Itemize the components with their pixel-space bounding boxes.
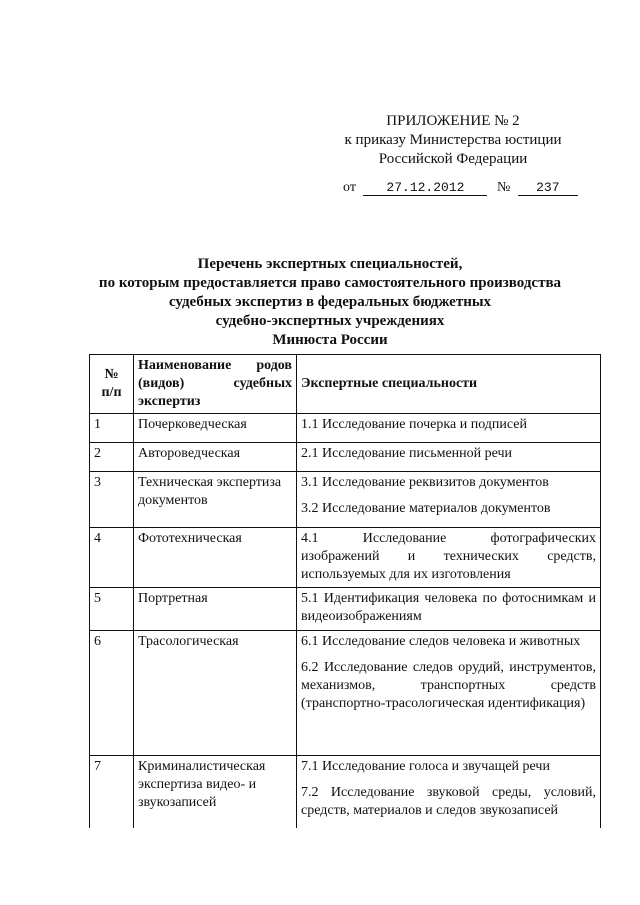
row-expertise-type: Трасологическая bbox=[134, 631, 297, 756]
row-number: 3 bbox=[90, 472, 134, 528]
row-number: 2 bbox=[90, 443, 134, 472]
row-number: 1 bbox=[90, 414, 134, 443]
header-specialties: Экспертные специальности bbox=[297, 355, 601, 414]
order-date: 27.12.2012 bbox=[363, 180, 487, 196]
row-specialties: 3.1 Исследование реквизитов документов 3.2 Исследование материалов документов bbox=[297, 472, 601, 528]
appendix-ministry: Российской Федерации bbox=[378, 151, 528, 167]
order-number: 237 bbox=[518, 180, 578, 196]
row-number: 6 bbox=[90, 631, 134, 756]
table-row bbox=[90, 528, 601, 588]
appendix-block bbox=[333, 112, 573, 169]
title-line: судебно-экспертных учреждениях bbox=[215, 313, 445, 329]
row-specialties: 6.1 Исследование следов человека и животных 6.2 Исследование следов орудий, инструментов, механизмов, транспортных средств (транспортно-трасологическая идентификация) bbox=[297, 631, 601, 756]
table-row bbox=[90, 472, 601, 528]
from-label: от bbox=[343, 180, 356, 195]
document-title bbox=[80, 255, 580, 350]
order-line bbox=[343, 180, 578, 196]
row-specialties: 2.1 Исследование письменной речи bbox=[297, 443, 601, 472]
title-line: по которым предоставляется право самостоятельного производства bbox=[98, 275, 562, 291]
table-row bbox=[90, 443, 601, 472]
row-expertise-type: Техническая экспертиза документов bbox=[134, 472, 297, 528]
title-line: Минюста России bbox=[272, 332, 388, 348]
number-label: № bbox=[496, 180, 511, 195]
header-number: № п/п bbox=[90, 355, 134, 414]
appendix-title: ПРИЛОЖЕНИЕ № 2 bbox=[386, 113, 520, 129]
title-line: судебных экспертиз в федеральных бюджетных bbox=[168, 294, 492, 310]
row-number: 7 bbox=[90, 756, 134, 828]
table-row bbox=[90, 631, 601, 756]
row-specialties: 4.1 Исследование фотографических изображений и технических средств, используемых для их изготовления bbox=[297, 528, 601, 588]
table-header-row bbox=[90, 355, 601, 414]
row-number: 4 bbox=[90, 528, 134, 588]
table-row bbox=[90, 756, 601, 828]
row-number: 5 bbox=[90, 588, 134, 631]
title-line: Перечень экспертных специальностей, bbox=[197, 256, 463, 272]
table-row bbox=[90, 588, 601, 631]
row-specialties: 5.1 Идентификация человека по фотоснимкам и видеоизображениям bbox=[297, 588, 601, 631]
specialties-table bbox=[89, 354, 601, 828]
row-expertise-type: Криминалистическая экспертиза видео- и звукозаписей bbox=[134, 756, 297, 828]
row-specialties: 1.1 Исследование почерка и подписей bbox=[297, 414, 601, 443]
row-expertise-type: Почерковедческая bbox=[134, 414, 297, 443]
appendix-order-ref: к приказу Министерства юстиции bbox=[344, 132, 562, 148]
table-row bbox=[90, 414, 601, 443]
row-expertise-type: Автороведческая bbox=[134, 443, 297, 472]
row-specialties: 7.1 Исследование голоса и звучащей речи 7.2 Исследование звуковой среды, условий, средств, материалов и следов звукозаписей bbox=[297, 756, 601, 828]
header-expertise-type: Наименование родов (видов) судебных экспертиз bbox=[134, 355, 297, 414]
row-expertise-type: Портретная bbox=[134, 588, 297, 631]
row-expertise-type: Фототехническая bbox=[134, 528, 297, 588]
